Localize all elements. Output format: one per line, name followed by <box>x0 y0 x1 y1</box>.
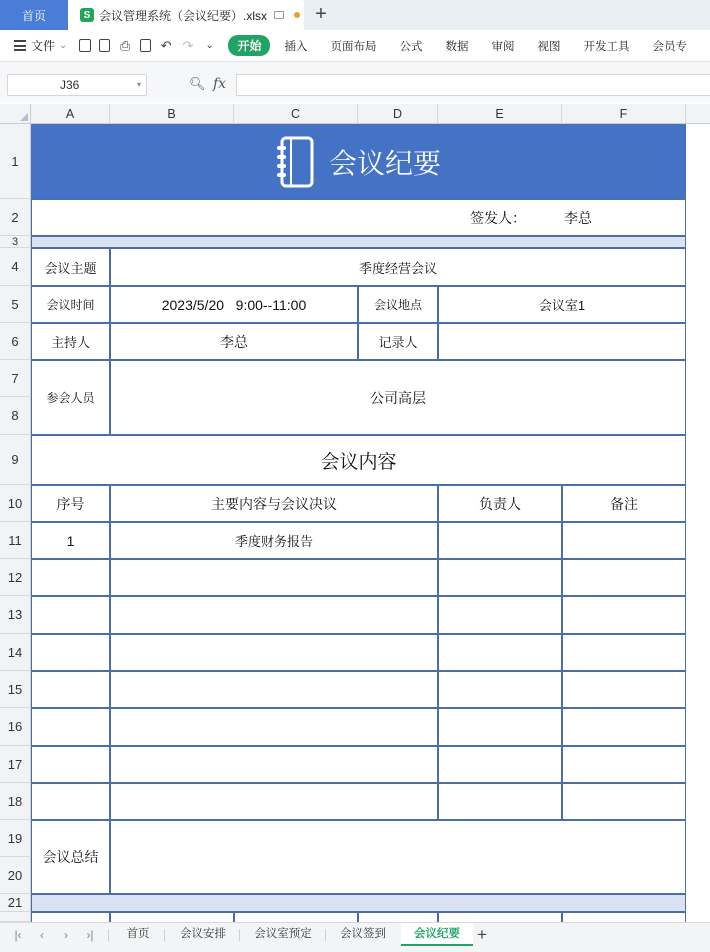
item-owner[interactable] <box>438 746 562 783</box>
header-owner[interactable]: 负责人 <box>438 485 562 522</box>
row-header[interactable]: 8 <box>0 397 31 435</box>
column-header-g[interactable] <box>686 104 710 124</box>
sheet-tab-bar <box>0 922 710 946</box>
status-bar <box>0 946 710 952</box>
recorder-value[interactable] <box>438 323 686 360</box>
function-icon[interactable]: fx <box>213 76 227 92</box>
tab-developer[interactable]: 开发工具 <box>583 40 630 53</box>
issuer-value: 李总 <box>564 209 592 226</box>
column-header-b[interactable]: B <box>110 104 234 124</box>
row-header[interactable]: 12 <box>0 559 31 596</box>
column-header-d[interactable]: D <box>358 104 438 124</box>
row-header[interactable]: 6 <box>0 323 31 360</box>
sheet-title-banner[interactable] <box>31 124 686 199</box>
formula-input[interactable] <box>236 74 710 96</box>
item-note[interactable] <box>562 746 686 783</box>
summary-value[interactable] <box>110 820 686 894</box>
item-note[interactable] <box>562 522 686 559</box>
item-content[interactable] <box>110 671 438 708</box>
cell-reference: J36 <box>60 78 80 92</box>
sheet-tab-minutes[interactable]: 会议纪要 <box>401 923 473 946</box>
item-note[interactable] <box>562 559 686 596</box>
item-no[interactable] <box>31 746 110 783</box>
row-header[interactable]: 9 <box>0 435 31 485</box>
row-header[interactable]: 13 <box>0 596 31 634</box>
row-header[interactable]: 21 <box>0 894 31 912</box>
item-owner[interactable] <box>438 522 562 559</box>
divider <box>325 929 326 941</box>
monitor-icon[interactable] <box>274 11 284 19</box>
item-owner[interactable] <box>438 783 562 820</box>
tab-start[interactable]: 开始 <box>228 35 270 56</box>
item-no[interactable] <box>31 783 110 820</box>
home-tab[interactable]: 首页 <box>0 0 68 30</box>
next-sheet-icon[interactable]: › <box>64 928 68 942</box>
divider <box>164 929 165 941</box>
time-label[interactable]: 会议时间 <box>31 286 110 323</box>
sheet-tab-signin[interactable]: 会议签到 <box>340 928 386 940</box>
item-content[interactable] <box>110 596 438 634</box>
prev-sheet-icon[interactable]: ‹ <box>40 928 44 942</box>
row-header[interactable]: 14 <box>0 634 31 671</box>
row-header[interactable]: 19 <box>0 820 31 857</box>
item-no[interactable] <box>31 708 110 746</box>
host-label[interactable]: 主持人 <box>31 323 110 360</box>
name-box[interactable] <box>7 74 147 96</box>
item-content[interactable] <box>110 708 438 746</box>
header-note[interactable]: 备注 <box>562 485 686 522</box>
item-owner[interactable] <box>438 596 562 634</box>
divider <box>239 929 240 941</box>
item-note[interactable] <box>562 783 686 820</box>
divider <box>108 929 109 941</box>
add-sheet-button[interactable]: + <box>477 925 487 944</box>
ribbon-toolbar <box>0 30 710 62</box>
select-all-corner[interactable] <box>0 104 31 124</box>
sheet-tab-room-booking[interactable]: 会议室预定 <box>254 928 312 940</box>
header-content[interactable]: 主要内容与会议决议 <box>110 485 438 522</box>
row-header[interactable]: 3 <box>0 236 31 248</box>
tab-member[interactable]: 会员专 <box>652 40 687 53</box>
item-content[interactable]: 季度财务报告 <box>110 522 438 559</box>
row-header[interactable]: 11 <box>0 522 31 559</box>
notebook-icon <box>275 136 315 188</box>
recorder-label[interactable]: 记录人 <box>358 323 438 360</box>
divider-stripe <box>31 894 686 912</box>
unsaved-dot-icon <box>294 12 300 18</box>
zoom-icon[interactable]: 🔍︎ <box>189 76 206 91</box>
print-preview-icon[interactable] <box>140 39 151 52</box>
location-value[interactable]: 会议室1 <box>438 286 686 323</box>
row-header[interactable]: 1 <box>0 124 31 199</box>
column-header-a[interactable]: A <box>31 104 110 124</box>
new-tab-button[interactable]: + <box>315 3 327 25</box>
column-header-f[interactable]: F <box>562 104 686 124</box>
row-header[interactable]: 2 <box>0 199 31 236</box>
item-content[interactable] <box>110 634 438 671</box>
item-note[interactable] <box>562 708 686 746</box>
item-owner[interactable] <box>438 559 562 596</box>
item-note[interactable] <box>562 596 686 634</box>
topic-value[interactable]: 季度经营会议 <box>110 248 686 286</box>
issuer-label: 签发人： <box>470 209 526 226</box>
header-no[interactable]: 序号 <box>31 485 110 522</box>
tab-view[interactable]: 视图 <box>537 40 561 53</box>
column-header-c[interactable]: C <box>234 104 358 124</box>
row-header[interactable] <box>0 912 31 922</box>
undo-icon[interactable]: ↶ <box>160 37 172 53</box>
row-header[interactable]: 16 <box>0 708 31 746</box>
column-header-e[interactable]: E <box>438 104 562 124</box>
chevron-down-icon[interactable]: ⌄ <box>59 40 68 51</box>
topic-label[interactable]: 会议主题 <box>31 248 110 286</box>
item-no[interactable] <box>31 559 110 596</box>
file-menu[interactable]: 文件 <box>30 39 55 53</box>
row-header[interactable]: 18 <box>0 783 31 820</box>
item-owner[interactable] <box>438 634 562 671</box>
sheet-title: 会议纪要 <box>329 148 442 179</box>
save-icon[interactable] <box>79 39 90 52</box>
item-no[interactable] <box>31 671 110 708</box>
dropdown-arrow-icon[interactable]: ▾ <box>136 80 141 89</box>
tab-review[interactable]: 审阅 <box>491 40 515 53</box>
row-header[interactable]: 4 <box>0 248 31 286</box>
item-note[interactable] <box>562 671 686 708</box>
tab-data[interactable]: 数据 <box>445 40 469 53</box>
item-owner[interactable] <box>438 671 562 708</box>
item-no[interactable] <box>31 634 110 671</box>
attendees-label[interactable]: 参会人员 <box>31 360 110 435</box>
export-icon[interactable] <box>99 39 110 52</box>
item-owner[interactable] <box>438 708 562 746</box>
item-note[interactable] <box>562 634 686 671</box>
more-chevron-icon[interactable]: ⌄ <box>205 40 214 51</box>
window-tab-bar <box>0 0 710 30</box>
print-icon[interactable]: ⎙ <box>119 37 131 53</box>
formula-bar <box>0 62 710 102</box>
item-content[interactable] <box>110 559 438 596</box>
row-header[interactable]: 20 <box>0 857 31 894</box>
redo-icon[interactable]: ↷ <box>182 37 194 53</box>
row-header[interactable]: 5 <box>0 286 31 323</box>
tab-page-layout[interactable]: 页面布局 <box>330 40 377 53</box>
divider-stripe <box>31 236 686 248</box>
last-sheet-icon[interactable]: ›| <box>86 928 94 942</box>
sheet-tab-home[interactable]: 首页 <box>126 928 150 940</box>
row-header[interactable]: 17 <box>0 746 31 783</box>
first-sheet-icon[interactable]: |‹ <box>14 928 22 942</box>
tab-formulas[interactable]: 公式 <box>399 40 423 53</box>
host-value[interactable]: 李总 <box>110 323 358 360</box>
row-header[interactable]: 15 <box>0 671 31 708</box>
item-content[interactable] <box>110 783 438 820</box>
item-no[interactable] <box>31 596 110 634</box>
item-content[interactable] <box>110 746 438 783</box>
item-no[interactable]: 1 <box>31 522 110 559</box>
document-tab-label: 会议管理系统（会议纪要）.xlsx <box>99 8 268 23</box>
row-header[interactable]: 10 <box>0 485 31 522</box>
spreadsheet-icon: S <box>80 8 94 22</box>
time-value[interactable]: 2023/5/20 9:00--11:00 <box>110 286 358 323</box>
summary-label[interactable]: 会议总结 <box>31 820 110 894</box>
content-section-title[interactable]: 会议内容 <box>31 435 686 485</box>
row-header[interactable]: 7 <box>0 360 31 397</box>
tab-insert[interactable]: 插入 <box>284 40 308 53</box>
sheet-tab-schedule[interactable]: 会议安排 <box>180 928 226 940</box>
menu-icon[interactable] <box>14 40 26 51</box>
location-label[interactable]: 会议地点 <box>358 286 438 323</box>
attendees-value[interactable]: 公司高层 <box>110 360 686 435</box>
document-tab[interactable] <box>68 0 304 30</box>
